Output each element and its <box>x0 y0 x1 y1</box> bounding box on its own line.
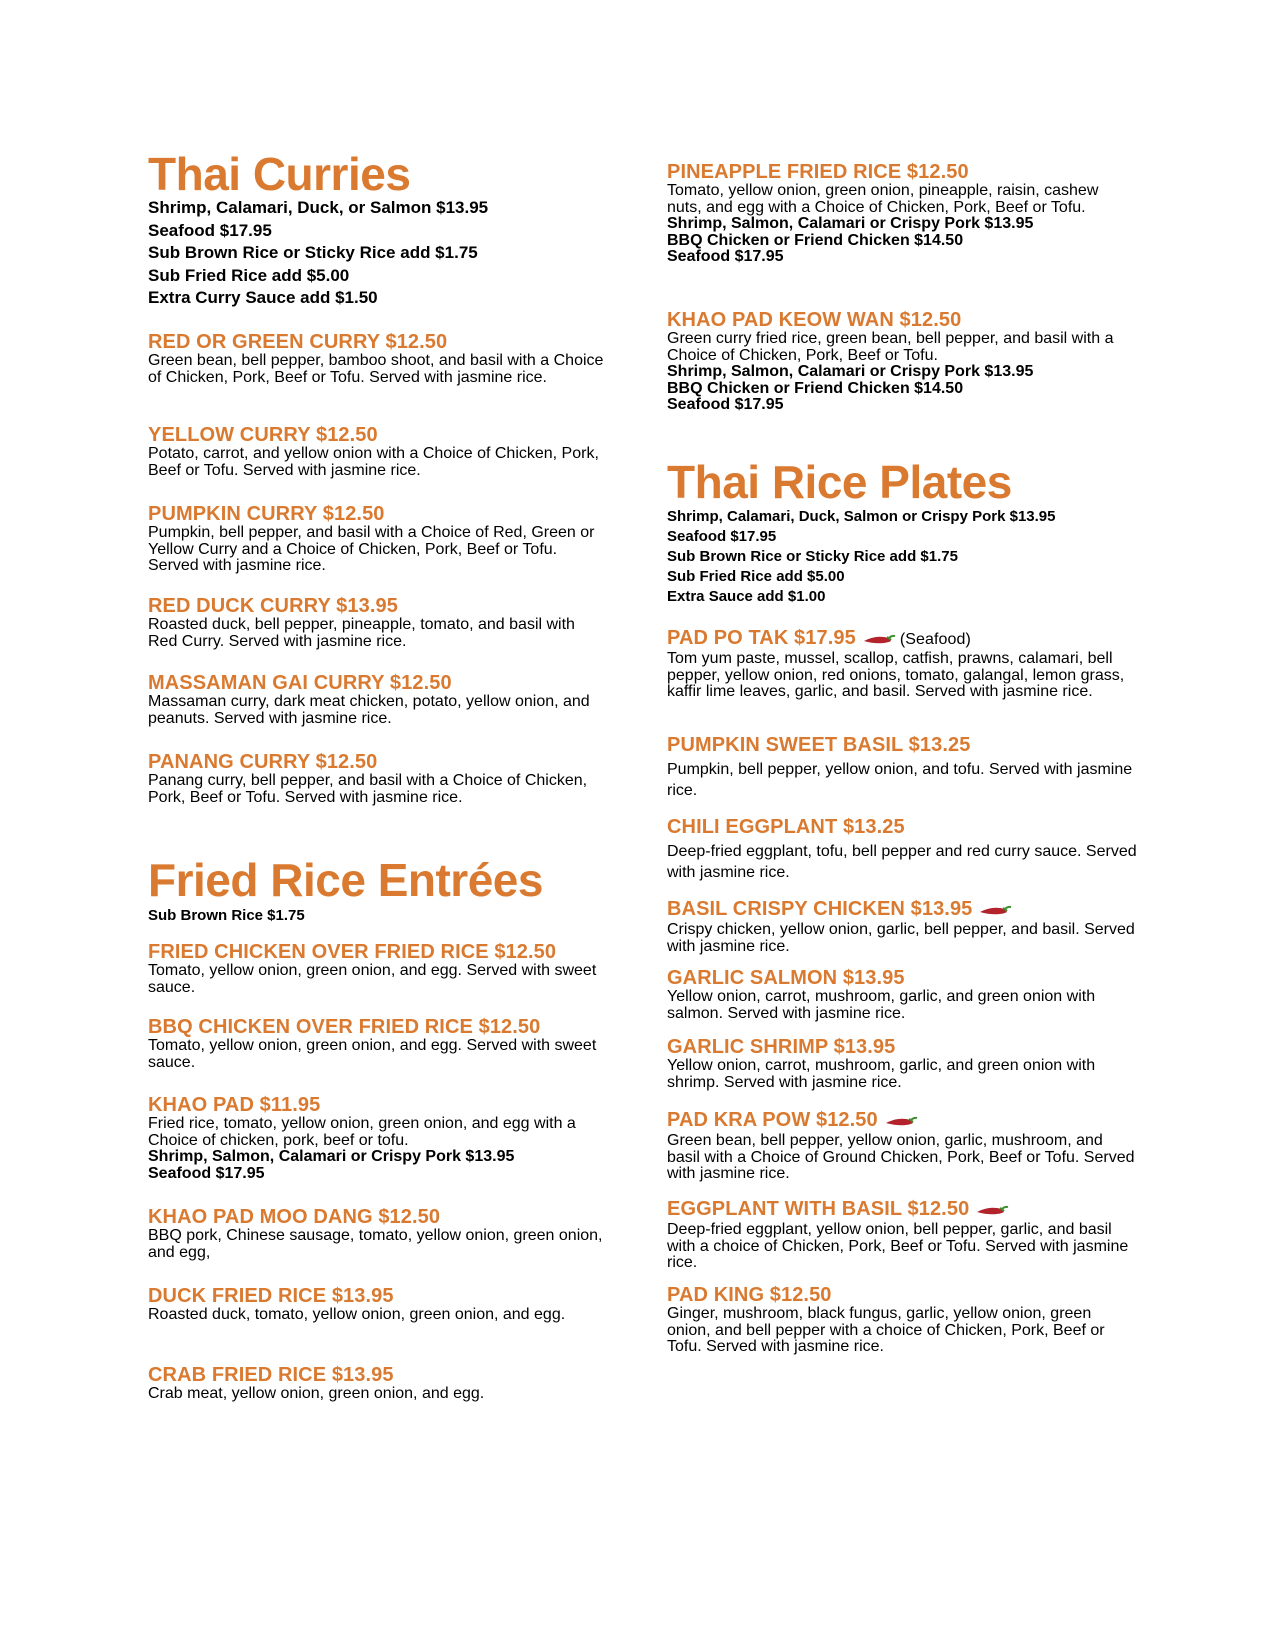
item-title: PUMPKIN SWEET BASIL $13.25 <box>667 734 971 756</box>
item-title: PAD KING $12.50 <box>667 1284 832 1306</box>
menu-item-eggplant-with-basil <box>667 1199 1137 1272</box>
item-title: PAD KRA POW $12.50 <box>667 1109 878 1131</box>
item-title: YELLOW CURRY $12.50 <box>148 424 378 446</box>
item-extra: Shrimp, Salmon, Calamari or Crispy Pork $13.95 <box>148 1148 515 1166</box>
menu-item-khao-pad-moo-dang <box>148 1207 608 1261</box>
item-title: PINEAPPLE FRIED RICE $12.50 <box>667 161 969 183</box>
menu-item-garlic-shrimp <box>667 1037 1137 1091</box>
menu-item-pineapple-fried-rice <box>667 162 1137 266</box>
item-extras <box>148 1149 608 1182</box>
curries-note: Extra Curry Sauce add $1.50 <box>148 288 378 307</box>
item-extras <box>667 364 1137 414</box>
chili-pepper-icon <box>975 1201 1009 1221</box>
section-heading-fried-rice-entrees: Fried Rice Entrées <box>148 854 543 906</box>
menu-item-pad-po-tak <box>667 628 1137 701</box>
rice-plates-note: Extra Sauce add $1.00 <box>667 588 826 605</box>
menu-item-red-duck-curry <box>148 596 608 650</box>
menu-item-pumpkin-sweet-basil <box>667 735 1137 801</box>
item-extra: BBQ Chicken or Friend Chicken $14.50 <box>667 231 964 249</box>
item-description: Yellow onion, carrot, mushroom, garlic, and green onion with salmon. Served with jasmine rice. <box>667 988 1096 1022</box>
menu-item-garlic-salmon <box>667 968 1137 1022</box>
menu-item-crab-fried-rice <box>148 1365 608 1403</box>
chili-pepper-icon <box>884 1112 918 1132</box>
item-description: Ginger, mushroom, black fungus, garlic, yellow onion, green onion, and bell pepper with a choice of Chicken, Pork, Beef or Tofu. Served with jasmine rice. <box>667 1305 1105 1356</box>
menu-item-pumpkin-curry <box>148 504 608 575</box>
curries-note: Sub Brown Rice or Sticky Rice add $1.75 <box>148 243 478 262</box>
item-description: Fried rice, tomato, yellow onion, green onion, and egg with a Choice of chicken, pork, beef or tofu. <box>148 1115 576 1149</box>
fried-rice-notes <box>148 906 305 926</box>
item-title: PUMPKIN CURRY $12.50 <box>148 503 385 525</box>
item-title-row <box>667 899 1137 921</box>
item-title: DUCK FRIED RICE $13.95 <box>148 1285 394 1307</box>
item-description: Crab meat, yellow onion, green onion, and egg. <box>148 1385 485 1402</box>
menu-item-fried-chicken-over-fried-rice <box>148 942 608 996</box>
curries-note: Sub Fried Rice add $5.00 <box>148 265 350 285</box>
item-description: Tom yum paste, mussel, scallop, catfish, prawns, calamari, bell pepper, yellow onion, red onions, tomato, galangal, lemon grass, kaffir lime leaves, garlic, and basil. Served with jasmine rice. <box>667 650 1125 701</box>
item-title: BBQ CHICKEN OVER FRIED RICE $12.50 <box>148 1016 541 1038</box>
item-description: Panang curry, bell pepper, and basil with a Choice of Chicken, Pork, Beef or Tofu. Served with jasmine rice. <box>148 772 588 806</box>
menu-item-yellow-curry <box>148 425 608 479</box>
chili-pepper-icon <box>862 630 896 650</box>
item-title: GARLIC SALMON $13.95 <box>667 967 905 989</box>
curries-note: Shrimp, Calamari, Duck, or Salmon $13.95 <box>148 198 489 217</box>
item-description: Green bean, bell pepper, yellow onion, garlic, mushroom, and basil with a Choice of Ground Chicken, Pork, Beef or Tofu. Served with jasmine rice. <box>667 1132 1135 1183</box>
item-extra: BBQ Chicken or Friend Chicken $14.50 <box>667 379 964 397</box>
menu-item-pad-kra-pow <box>667 1110 1137 1183</box>
item-description: Crispy chicken, yellow onion, garlic, bell pepper, and basil. Served with jasmine rice. <box>667 921 1135 955</box>
chili-pepper-icon <box>978 901 1012 921</box>
item-description: Green curry fried rice, green bean, bell pepper, and basil with a Choice of Chicken, Pork, Beef or Tofu. <box>667 330 1114 364</box>
menu-item-duck-fried-rice <box>148 1286 608 1324</box>
menu-item-khao-pad <box>148 1095 608 1182</box>
section-heading-thai-curries: Thai Curries <box>148 148 411 200</box>
item-extra: Shrimp, Salmon, Calamari or Crispy Pork $13.95 <box>667 363 1034 381</box>
section-heading-thai-rice-plates: Thai Rice Plates <box>667 456 1012 508</box>
item-title: RED DUCK CURRY $13.95 <box>148 595 398 617</box>
menu-item-panang-curry <box>148 752 608 806</box>
item-description: Tomato, yellow onion, green onion, pineapple, raisin, cashew nuts, and egg with a Choice of Chicken, Pork, Beef or Tofu. <box>667 182 1099 216</box>
menu-item-chili-eggplant <box>667 817 1137 883</box>
item-title: MASSAMAN GAI CURRY $12.50 <box>148 672 452 694</box>
rice-plates-note: Shrimp, Calamari, Duck, Salmon or Crispy Pork $13.95 <box>667 508 1056 525</box>
item-title: GARLIC SHRIMP $13.95 <box>667 1036 896 1058</box>
item-description: Tomato, yellow onion, green onion, and egg. Served with sweet sauce. <box>148 1037 597 1071</box>
item-extra: Seafood $17.95 <box>148 1164 265 1182</box>
item-description: Pumpkin, bell pepper, and basil with a Choice of Red, Green or Yellow Curry and a Choice of Chicken, Pork, Beef or Tofu. Served with jasmine rice. <box>148 524 595 575</box>
item-description: Roasted duck, bell pepper, pineapple, tomato, and basil with Red Curry. Served with jasmine rice. <box>148 616 575 650</box>
item-title: EGGPLANT WITH BASIL $12.50 <box>667 1198 970 1220</box>
item-extra: Seafood $17.95 <box>667 248 784 266</box>
rice-plates-note: Sub Fried Rice add $5.00 <box>667 568 845 585</box>
menu-item-red-or-green-curry <box>148 332 608 386</box>
item-description: Deep-fried eggplant, tofu, bell pepper and red curry sauce. Served with jasmine rice. <box>667 843 1137 881</box>
item-title: FRIED CHICKEN OVER FRIED RICE $12.50 <box>148 941 557 963</box>
rice-plates-note: Sub Brown Rice or Sticky Rice add $1.75 <box>667 548 958 565</box>
rice-plates-notes <box>667 507 1055 607</box>
curries-notes <box>148 197 488 310</box>
item-title: PAD PO TAK $17.95 <box>667 627 856 649</box>
item-description: BBQ pork, Chinese sausage, tomato, yellow onion, green onion, and egg, <box>148 1227 603 1261</box>
item-title: KHAO PAD KEOW WAN $12.50 <box>667 309 962 331</box>
item-title: CHILI EGGPLANT $13.25 <box>667 816 905 838</box>
item-description: Massaman curry, dark meat chicken, potato, yellow onion, and peanuts. Served with jasmine rice. <box>148 693 590 727</box>
fried-rice-note: Sub Brown Rice $1.75 <box>148 907 305 924</box>
item-description: Potato, carrot, and yellow onion with a Choice of Chicken, Pork, Beef or Tofu. Served with jasmine rice. <box>148 445 599 479</box>
item-description: Roasted duck, tomato, yellow onion, green onion, and egg. <box>148 1306 566 1323</box>
item-extra: Seafood $17.95 <box>667 396 784 414</box>
menu-item-massaman-gai-curry <box>148 673 608 727</box>
item-title: CRAB FRIED RICE $13.95 <box>148 1364 394 1386</box>
item-description: Tomato, yellow onion, green onion, and egg. Served with sweet sauce. <box>148 962 597 996</box>
menu-item-pad-king <box>667 1285 1137 1356</box>
rice-plates-note: Seafood $17.95 <box>667 528 777 545</box>
curries-note: Seafood $17.95 <box>148 220 272 240</box>
item-title: KHAO PAD $11.95 <box>148 1094 321 1116</box>
menu-item-khao-pad-keow-wan <box>667 310 1137 414</box>
item-extras <box>667 216 1137 266</box>
item-title: RED OR GREEN CURRY $12.50 <box>148 331 448 353</box>
item-title: PANANG CURRY $12.50 <box>148 751 378 773</box>
menu-item-bbq-chicken-over-fried-rice <box>148 1017 608 1071</box>
item-title-row <box>667 628 1137 650</box>
item-description: Pumpkin, bell pepper, yellow onion, and tofu. Served with jasmine rice. <box>667 761 1133 799</box>
item-title-row <box>667 1199 1137 1221</box>
item-extra: Shrimp, Salmon, Calamari or Crispy Pork $13.95 <box>667 215 1034 233</box>
item-description: Deep-fried eggplant, yellow onion, bell pepper, garlic, and basil with a choice of Chicken, Pork, Beef or Tofu. Served with jasmine rice. <box>667 1221 1129 1272</box>
item-description: Yellow onion, carrot, mushroom, garlic, and green onion with shrimp. Served with jasmine rice. <box>667 1057 1096 1091</box>
item-title: KHAO PAD MOO DANG $12.50 <box>148 1206 441 1228</box>
menu-item-basil-crispy-chicken <box>667 899 1137 955</box>
item-tag: (Seafood) <box>899 631 971 648</box>
item-description: Green bean, bell pepper, bamboo shoot, and basil with a Choice of Chicken, Pork, Beef or Tofu. Served with jasmine rice. <box>148 352 604 386</box>
item-title-row <box>667 1110 1137 1132</box>
item-title: BASIL CRISPY CHICKEN $13.95 <box>667 898 973 920</box>
